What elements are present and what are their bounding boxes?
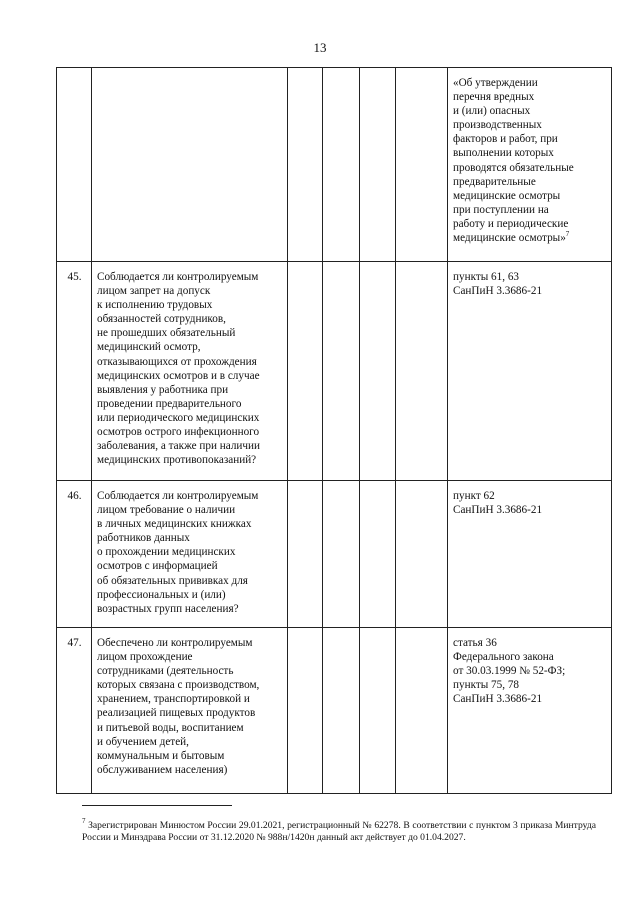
question-cell: Соблюдается ли контролируемым лицом запрет на допуск к исполнению трудовых обязанностей сотрудников, не прошедших обязательный медицинский осмотр, отказывающихся от прохождения медицинских осмотров и в случае выявления у работника при проведении предварительного или периодического медицинских осмотров острого инфекционного заболевания, а также при наличии медицинских противопоказаний? [92,262,288,481]
footnote-divider [82,805,232,806]
answer-cell [288,481,323,628]
answer-cell [396,262,448,481]
reference-cell: пункт 62 СанПиН 3.3686-21 [448,481,612,628]
table-row [57,628,612,794]
footnote-text: Зарегистрирован Минюстом России 29.01.2021, регистрационный № 62278. В соответствии с пунктом 3 приказа Минтруда России и Минздрава России от 31.12.2020 № 988н/1420н данный акт действует до 01.04.2027. [82,820,596,844]
answer-cell [288,262,323,481]
table-row [57,68,612,262]
reference-cell: статья 36 Федерального закона от 30.03.1999 № 52-ФЗ; пункты 75, 78 СанПиН 3.3686-21 [448,628,612,794]
footnote [82,817,596,844]
answer-cell [396,628,448,794]
answer-cell [396,481,448,628]
footnote-mark: 7 [82,817,86,825]
answer-cell [360,628,396,794]
question-cell: Обеспечено ли контролируемым лицом прохождение сотрудниками (деятельность которых связана с производством, хранением, транспортировкой и реализацией пищевых продуктов и питьевой воды, воспитанием и обучением детей, коммунальным и бытовым обслуживанием населения) [92,628,288,794]
row-number: 45. [57,262,92,481]
answer-cell [288,68,323,262]
question-cell: Соблюдается ли контролируемым лицом требование о наличии в личных медицинских книжках работников данных о прохождении медицинских осмотров с информацией об обязательных прививках для профессиональных и (или) возрастных групп населения? [92,481,288,628]
footnote-mark: 7 [565,230,570,239]
reference-cell [448,68,612,262]
answer-cell [323,262,360,481]
answer-cell [360,68,396,262]
answer-cell [360,262,396,481]
answer-cell [288,628,323,794]
answer-cell [323,481,360,628]
question-cell [92,68,288,262]
answer-cell [396,68,448,262]
table-row [57,262,612,481]
answer-cell [323,68,360,262]
checklist-table [56,67,612,794]
row-number [57,68,92,262]
answer-cell [360,481,396,628]
reference-cell: пункты 61, 63 СанПиН 3.3686-21 [448,262,612,481]
table-row [57,481,612,628]
reference-text: «Об утверждении перечня вредных и (или) опасных производственных факторов и работ, при выполнении которых проводятся обязательные предварительные медицинские осмотры при поступлении на работу и периодические медицинские осмотры» [453,77,574,245]
answer-cell [323,628,360,794]
page-number: 13 [313,40,327,55]
row-number: 46. [57,481,92,628]
row-number: 47. [57,628,92,794]
